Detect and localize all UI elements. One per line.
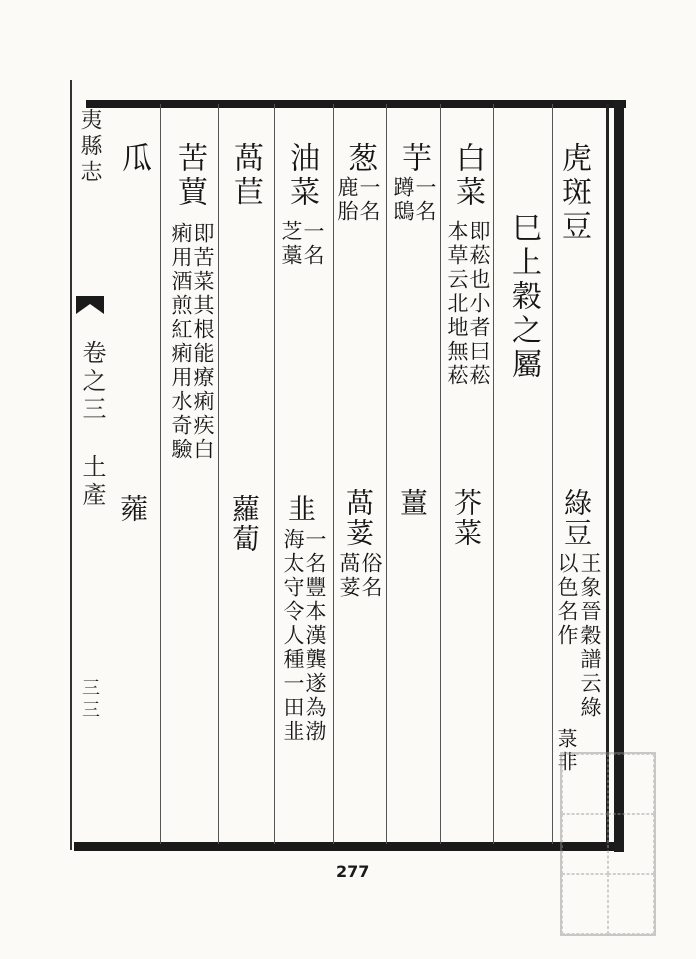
- entry-note: 王象晉穀譜云綠: [578, 552, 602, 720]
- entry-note: 即菘也小者曰菘: [467, 220, 491, 388]
- column-rule: [218, 104, 219, 844]
- column-rule: [160, 104, 161, 844]
- entry-note: 一名: [357, 176, 381, 224]
- page-number: 277: [336, 862, 370, 881]
- frame-right-rule-thick: [614, 100, 624, 852]
- entry-note: 一名: [301, 220, 325, 268]
- entry-note: 痢用酒煎紅痢用水奇驗: [169, 222, 193, 462]
- entry-note: 一名: [413, 176, 437, 224]
- entry-heading: 葱: [342, 142, 377, 176]
- entry-heading: 芋: [396, 142, 431, 176]
- entry-note: 本草云北地無菘: [445, 220, 469, 388]
- entry-note: 芝藁: [279, 220, 303, 268]
- margin-volume: 卷之三: [78, 340, 106, 424]
- margin-leaf-number: 三三: [79, 678, 100, 722]
- entry-note: 萵荽: [337, 552, 361, 600]
- entry-heading: 苦蕒: [172, 142, 207, 210]
- frame-bottom-rule: [74, 842, 624, 851]
- entry-note: 鹿胎: [335, 176, 359, 224]
- entry-note: 以色名作: [555, 552, 579, 648]
- entry-heading: 油菜: [284, 142, 319, 210]
- entry-heading: 萵荽: [342, 488, 375, 548]
- entry-heading: 綠豆: [560, 488, 593, 548]
- column-rule: [274, 104, 275, 844]
- entry-note: 俗名: [359, 552, 383, 600]
- entry-heading: 韭: [284, 494, 317, 524]
- library-seal-stamp: [560, 752, 656, 936]
- entry-heading: 瓜: [116, 142, 151, 176]
- entry-heading: 萵苣: [228, 142, 263, 210]
- entry-heading: 芥菜: [450, 488, 483, 548]
- entry-note: 蹲鴟: [391, 176, 415, 224]
- column-rule: [552, 104, 553, 844]
- entry-note: 菉非: [554, 728, 578, 774]
- margin-book-title: 夷縣志: [77, 108, 102, 186]
- frame-top-rule: [86, 100, 626, 108]
- column-rule: [386, 104, 387, 844]
- fishtail-ornament: [76, 296, 104, 314]
- category-summary: 巳上穀之屬: [506, 212, 541, 382]
- entry-note: 一名豐本漢龔遂為渤: [303, 528, 327, 744]
- entry-heading: 蕹: [116, 494, 149, 524]
- margin-section: 土產: [78, 454, 106, 510]
- entry-heading: 蘿蔔: [228, 494, 261, 554]
- entry-heading: 虎斑豆: [556, 142, 591, 244]
- entry-heading: 白菜: [450, 142, 485, 210]
- frame-left-rule: [70, 80, 72, 850]
- entry-heading: 薑: [396, 488, 429, 518]
- column-rule: [493, 104, 494, 844]
- entry-note: 即苦菜其根能療痢疾白: [191, 222, 215, 462]
- frame-right-rule-thin: [606, 104, 609, 846]
- column-rule: [333, 104, 334, 844]
- column-rule: [440, 104, 441, 844]
- entry-note: 海太守令人種一田韭: [281, 528, 305, 744]
